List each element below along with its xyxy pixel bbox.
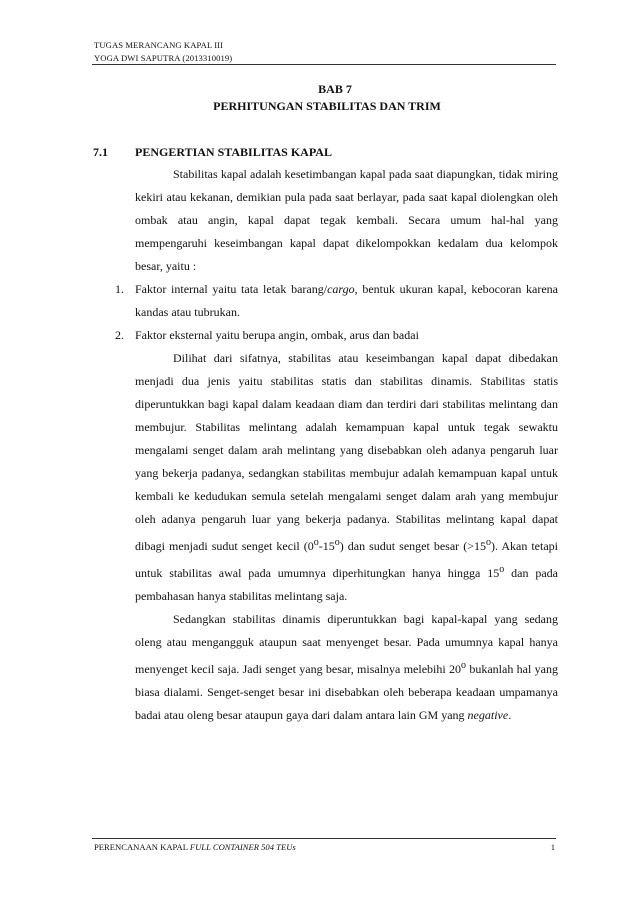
text-run: bukanlah hal yang biasa dialami. Senget-senget besar ini disebabkan oleh beberapa keadaan umpamanya badai atau oleng besar ataupun gaya dari dalam antara lain GM yang [135, 662, 558, 722]
list-marker: 2. [115, 328, 124, 342]
header-course: TUGAS MERANCANG KAPAL III [94, 40, 224, 50]
running-header [94, 39, 232, 64]
header-author: YOGA DWI SAPUTRA (2013310019) [94, 52, 233, 63]
footer-italic-text: FULL CONTAINER 504 TEUs [189, 842, 296, 852]
paragraph-dynamic-stability [135, 608, 558, 727]
text-run: Sedangkan stabilitas dinamis diperuntukkan bagi kapal-kapal yang sedang oleng atau mengangguk ataupun saat menyenget besar. Pada umumnya kapal hanya menyenget kecil saja. Jadi senget yang besar, misalnya melebihi 20 [135, 612, 558, 676]
chapter-title: PERHITUNGAN STABILITAS DAN TRIM [213, 99, 441, 113]
degree-sup: o [485, 537, 491, 548]
footer-divider [92, 838, 556, 839]
list-item-text: Faktor eksternal yaitu berupa angin, ombak, arus dan badai [135, 328, 419, 342]
chapter-number: BAB 7 [318, 82, 352, 96]
degree-sup: o [313, 537, 319, 548]
text-run: dan pada pembahasan hanya stabilitas melintang saja. [135, 566, 558, 603]
footer-text: PERENCANAAN KAPAL [94, 842, 190, 852]
degree-sup: o [499, 564, 505, 575]
italic-term: cargo [327, 282, 355, 296]
list-item-text: , bentuk ukuran kapal, kebocoran karena kandas atau tubrukan. [135, 282, 558, 319]
body-text [115, 163, 559, 727]
text-run: ) dan sudut senget besar (>15 [339, 539, 486, 553]
paragraph-static-stability [135, 347, 558, 608]
degree-sup: o [334, 537, 340, 548]
text-run: ). Akan tetapi untuk stabilitas awal pada umumnya diperhitungkan hanya hingga 15 [135, 539, 559, 580]
text-run: Dilihat dari sifatnya, stabilitas atau keseimbangan kapal dapat dibedakan menjadi dua jenis yaitu stabilitas statis dan stabilitas dinamis. Stabilitas statis diperuntukkan bagi kapal dalam keadaan diam dan terdiri dari stabilitas melintang dan membujur. Stabilitas melintang adalah kemampuan kapal untuk tegak sewaktu mengalami senget dalam arah melintang yang disebabkan oleh adanya pengaruh luar yang bekerja padanya, sedangkan stabilitas membujur adalah kemampuan kapal untuk kembali ke kedudukan semula setelah mengalami senget dalam arah yang membujur oleh adanya pengaruh luar yang bekerja padanya. Stabilitas melintang kapal dapat dibagi menjadi sudut senget kecil (0 [135, 351, 558, 553]
section-title: PENGERTIAN STABILITAS KAPAL [135, 145, 332, 159]
header-divider [92, 64, 556, 65]
page-number: 1 [550, 842, 555, 852]
text-run: -15 [318, 539, 335, 553]
section-number: 7.1 [93, 145, 108, 159]
degree-sup: o [461, 660, 467, 671]
list-item-internal [115, 278, 558, 324]
paragraph-intro: Stabilitas kapal adalah kesetimbangan kapal pada saat diapungkan, tidak miring kekiri atau kekanan, demikian pula pada saat berlayar, pada saat kapal diolengkan oleh ombak atau angin, kapal dapat tegak kembali. Secara umum hal-hal yang mempengaruhi keseimbangan kapal dapat dikelompokkan kedalam dua kelompok besar, yaitu : [135, 167, 558, 273]
italic-term: negative [467, 708, 509, 722]
list-item-external [115, 324, 558, 347]
text-run: . [508, 708, 512, 722]
list-item-text: Faktor internal yaitu tata letak barang/ [135, 282, 328, 296]
list-marker: 1. [115, 282, 124, 296]
running-footer [94, 842, 296, 852]
